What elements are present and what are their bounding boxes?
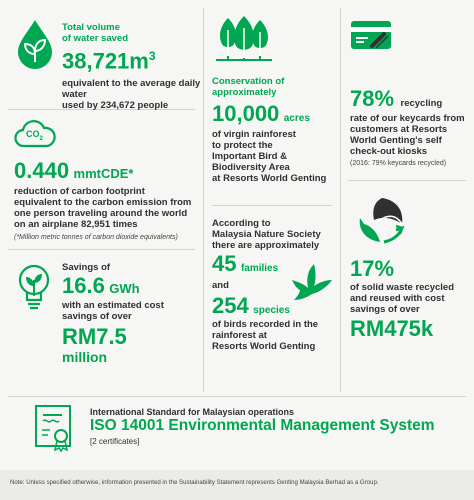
keycards-value: 78% — [350, 86, 395, 111]
water-drop-leaf-icon — [14, 18, 56, 75]
energy-desc: with an estimated cost savings of over — [62, 300, 164, 322]
recycle-leaves-icon — [356, 196, 406, 249]
carbon-value: 0.440 mmtCDE* — [14, 158, 134, 183]
birds-desc: of birds recorded in the rainforest at Resorts World Genting — [212, 319, 319, 352]
divider-vertical-left — [203, 8, 204, 392]
co2-icon-text: CO — [26, 129, 40, 139]
forest-value: 10,000 acres — [212, 101, 310, 126]
energy-money: RM7.5 — [62, 324, 127, 349]
birds-species: 254 species — [212, 293, 290, 318]
divider-vertical-right — [340, 8, 341, 392]
iso-title: ISO 14001 Environmental Management System — [90, 417, 435, 434]
waste-value: 17% — [350, 256, 395, 281]
birds-families: 45 families — [212, 251, 279, 276]
forest-title: Conservation of approximately — [212, 76, 285, 98]
water-title: Total volume of water saved — [62, 22, 128, 44]
bird-icon — [288, 262, 334, 307]
certificate-icon — [34, 404, 76, 459]
birds-and: and — [212, 280, 229, 291]
forest-desc: of virgin rainforest to protect the Important Bird & Biodiversity Area at Resorts World Genting — [212, 129, 327, 184]
lightbulb-plant-icon — [14, 262, 54, 317]
water-value: $38,721m^3$ — [62, 48, 156, 74]
birds-intro: According to Malaysia Nature Society there are approximately — [212, 218, 321, 251]
keycards-desc: rate of our keycards from customers at Resorts World Genting's self check-out kiosks — [350, 113, 465, 157]
co2-icon-sub: 2 — [39, 135, 43, 142]
energy-value: 16.6 GWh — [62, 273, 140, 298]
energy-money-unit: million — [62, 349, 108, 365]
divider-keycards — [348, 180, 466, 181]
iso-sub: [2 certificates] — [90, 437, 140, 446]
iso-heading: International Standard for Malaysian operations — [90, 407, 295, 417]
keycards-label: recycling — [400, 98, 443, 109]
divider-carbon — [8, 249, 195, 250]
divider-forest — [212, 205, 332, 206]
co2-cloud-icon — [14, 118, 56, 155]
water-desc: equivalent to the average daily water used by 234,672 people — [62, 78, 201, 111]
divider-iso — [8, 396, 466, 397]
carbon-note: (*Million metric tonnes of carbon dioxide equivalents) — [14, 234, 178, 241]
energy-label: Savings of — [62, 262, 111, 273]
waste-money: RM475k — [350, 316, 434, 341]
keycards-value-row — [350, 88, 442, 111]
keycards-note: (2016: 79% keycards recycled) — [350, 160, 447, 167]
trees-icon — [214, 16, 274, 69]
carbon-desc: reduction of carbon footprint equivalent to the carbon emission from one person traveling around the world on an airplane 82,951 times — [14, 186, 192, 230]
keycard-icon — [350, 20, 392, 59]
footer-note: Note: Unless specified otherwise, information presented in the Sustainability Statement represents Genting Malaysia Berhad as a Group. — [10, 479, 379, 486]
waste-desc: of solid waste recycled and reused with cost savings of over — [350, 282, 455, 315]
